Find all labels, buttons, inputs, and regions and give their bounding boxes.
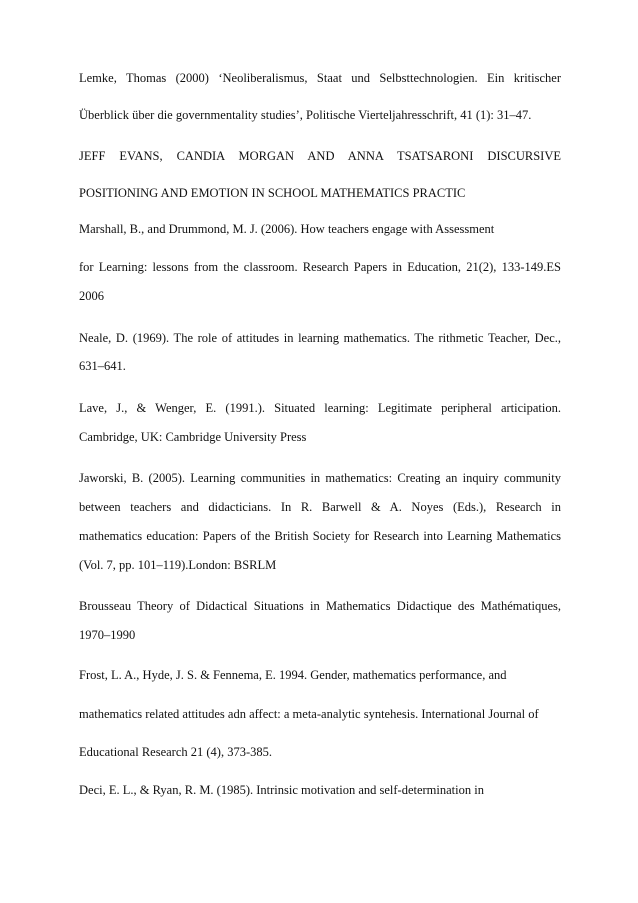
reference-jaworski-line-2: between teachers and didacticians. In R. Barwell & A. Noyes (Eds.), Research in	[79, 500, 561, 514]
reference-lemke-line-2: Überblick über die governmentality studies’, Politische Vierteljahresschrift, 41 (1): 31–47.	[79, 108, 532, 122]
reference-jaworski-line-1: Jaworski, B. (2005). Learning communities in mathematics: Creating an inquiry community	[79, 471, 561, 485]
reference-lave-line-2: Cambridge, UK: Cambridge University Press	[79, 430, 307, 444]
reference-jaworski-line-4: (Vol. 7, pp. 101–119).London: BSRLM	[79, 558, 277, 572]
reference-brousseau-line-2: 1970–1990	[79, 628, 136, 642]
reference-lave-line-1: Lave, J., & Wenger, E. (1991.). Situated learning: Legitimate peripheral articipation.	[79, 401, 561, 415]
reference-evans-line-1: JEFF EVANS, CANDIA MORGAN AND ANNA TSATSARONI DISCURSIVE	[79, 149, 561, 163]
reference-neale-line-2: 631–641.	[79, 359, 126, 373]
reference-jaworski-line-3: mathematics education: Papers of the British Society for Research into Learning Mathematics	[79, 529, 561, 543]
reference-marshall-line-3: 2006	[79, 289, 104, 303]
reference-frost-line-3: Educational Research 21 (4), 373-385.	[79, 745, 272, 759]
reference-marshall-line-1: Marshall, B., and Drummond, M. J. (2006). How teachers engage with Assessment	[79, 222, 495, 236]
reference-marshall-line-2: for Learning: lessons from the classroom. Research Papers in Education, 21(2), 133-149.ES	[79, 260, 561, 274]
reference-brousseau-line-1: Brousseau Theory of Didactical Situations in Mathematics Didactique des Mathématiques,	[79, 599, 561, 613]
reference-frost-line-1: Frost, L. A., Hyde, J. S. & Fennema, E. 1994. Gender, mathematics performance, and	[79, 668, 507, 682]
reference-evans-line-2: POSITIONING AND EMOTION IN SCHOOL MATHEMATICS PRACTIC	[79, 186, 466, 200]
reference-frost-line-2: mathematics related attitudes adn affect: a meta-analytic syntehesis. International Journal of	[79, 707, 539, 721]
reference-lemke-line-1: Lemke, Thomas (2000) ‘Neoliberalismus, Staat und Selbsttechnologien. Ein kritischer	[79, 71, 561, 85]
reference-deci-line-1: Deci, E. L., & Ryan, R. M. (1985). Intrinsic motivation and self-determination in	[79, 783, 484, 797]
reference-neale-line-1: Neale, D. (1969). The role of attitudes in learning mathematics. The rithmetic Teacher, Dec.,	[79, 331, 561, 345]
